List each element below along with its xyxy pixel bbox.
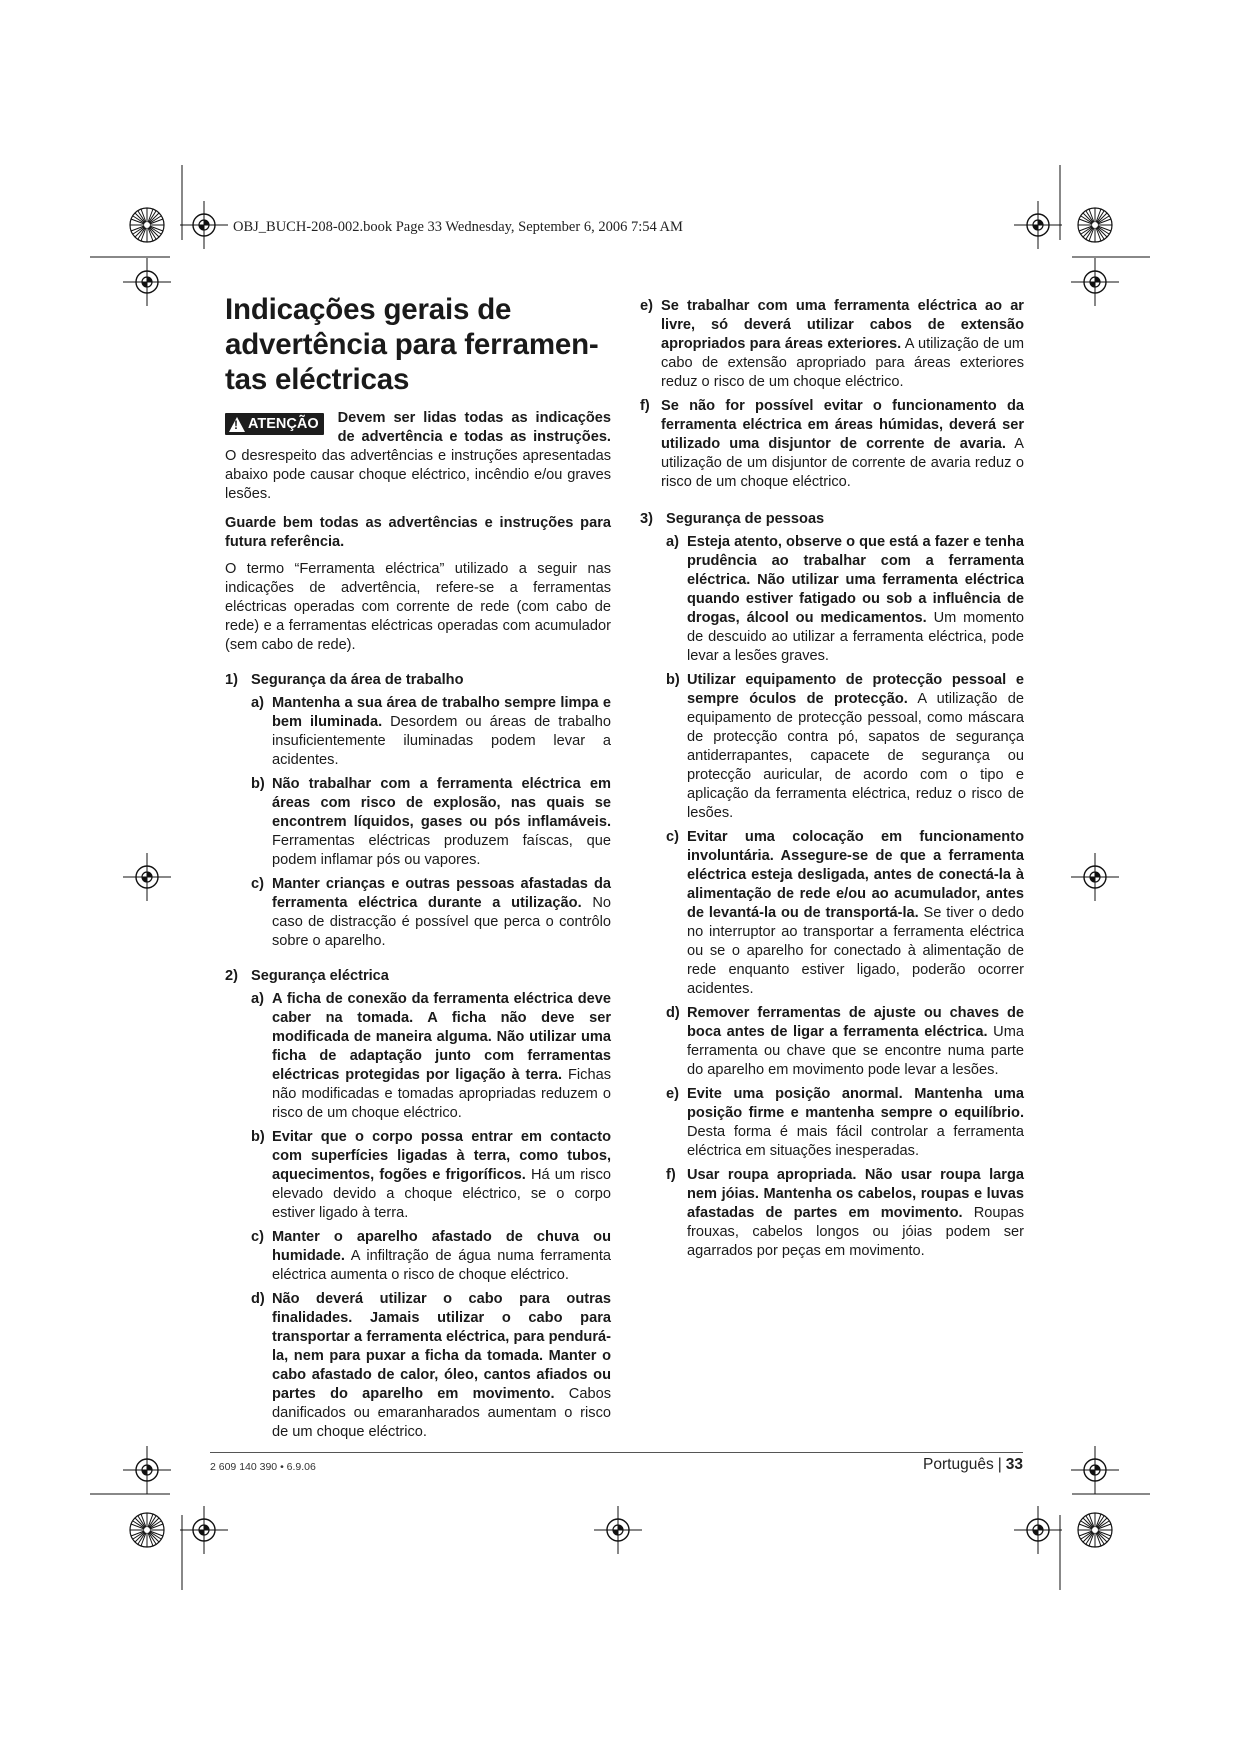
item-bold: Remover ferramentas de ajuste ou chaves de boca antes de ligar a ferramenta eléctrica. [687,1005,1024,1040]
item-letter: f) [640,398,650,414]
item-bold: Esteja atento, observe o que está a fazer e tenha prudência ao trabalhar com a ferramenta eléctrica. Não utilizar uma ferramenta eléctrica quando estiver fatigado ou sob a influência de drogas, álcool ou medicamentos. [687,534,1024,626]
item-body [272,990,611,1123]
warning-badge [225,413,324,435]
section-heading [225,671,611,690]
item-bold: Evitar que o corpo possa entrar em contacto com superfícies ligadas à terra, como tubos, aquecimentos, fogões e frigoríficos. [272,1129,611,1183]
item-bold: Manter o aparelho afastado de chuva ou humidade. [272,1229,611,1264]
list-item [225,775,611,870]
section-heading [640,510,1024,529]
list-item [640,1085,1024,1161]
list-item [640,533,1024,666]
warning-bold-text: Devem ser lidas todas as indicações de advertência e todas as instruções. [337,410,611,445]
item-text: Desta forma é mais fácil controlar a ferramenta eléctrica em situações inesperadas. [687,1124,1024,1159]
item-text: Uma ferramenta ou chave que se encontre numa parte do aparelho em movimento pode levar a lesões. [687,1024,1024,1078]
item-text: Roupas frouxas, cabelos longos ou jóias podem ser agarrados por peças em movimento. [687,1205,1025,1259]
item-bold: Se não for possível evitar o funcionamento da ferramenta eléctrica em áreas húmidas, deverá ser utilizado uma disjuntor de corrente de avaria. [661,398,1024,452]
item-letter: a) [666,534,679,550]
item-letter: e) [666,1086,679,1102]
item-bold: Se trabalhar com uma ferramenta eléctrica ao ar livre, só deverá utilizar cabos de extensão apropriados para áreas exteriores. [661,298,1024,352]
item-text: Desordem ou áreas de trabalho insuficientemente iluminadas podem levar a acidentes. [272,714,612,768]
print-header: OBJ_BUCH-208-002.book Page 33 Wednesday, September 6, 2006 7:54 AM [233,219,683,235]
item-letter: c) [666,829,679,845]
section-work-area [225,671,611,951]
item-body [272,1228,611,1285]
intro-paragraph: O termo “Ferramenta eléctrica” utilizado a seguir nas indicações de advertência, refere-se a ferramentas eléctricas operadas com corrente de rede (com cabo de rede) e a ferramentas eléctricas operadas com acumulador (sem cabo de rede). [225,561,611,653]
item-text: A utilização de um disjuntor de corrente de avaria reduz o risco de um choque eléctrico. [661,436,1025,490]
list-item [225,1128,611,1223]
item-body [272,1128,611,1223]
item-letter: d) [666,1005,680,1021]
item-body [272,694,611,770]
section-electrical-safety [225,967,611,1442]
item-body [272,775,611,870]
item-text: Cabos danificados ou emaranharados aumentam o risco de um choque eléctrico. [272,1386,611,1440]
item-body [687,671,1024,823]
list-item [225,694,611,770]
item-bold: A ficha de conexão da ferramenta eléctrica deve caber na tomada. A ficha não deve ser modificada de maneira alguma. Não utilizar uma ficha de adaptação junto com ferramentas eléctricas protegidas por ligação à terra. [272,991,611,1083]
list-item [225,1290,611,1442]
section-heading [225,967,611,986]
item-bold: Usar roupa apropriada. Não usar roupa larga nem jóias. Mantenha os cabelos, roupas e luvas afastadas de partes em movimento. [687,1167,1024,1221]
item-letter: d) [251,1291,265,1307]
item-text: No caso de distracção é possível que perca o contrôlo sobre o aparelho. [272,895,611,949]
list-item [640,828,1024,999]
item-body [687,1085,1024,1161]
list-item [640,1004,1024,1080]
list-item [225,875,611,951]
section-title: Indicações gerais de advertência para ferramen-tas eléctricas [225,293,599,396]
keep-instructions-notice: Guarde bem todas as advertências e instruções para futura referência. [225,515,611,550]
item-bold: Utilizar equipamento de protecção pessoal e sempre óculos de protecção. [687,672,1024,707]
section-heading-text: Segurança da área de trabalho [251,672,464,688]
footer-language: Português [923,1456,994,1473]
warning-triangle-icon [229,417,245,432]
item-bold: Manter crianças e outras pessoas afastadas da ferramenta eléctrica durante a utilização. [272,876,611,911]
item-letter: f) [666,1167,676,1183]
right-column [640,297,1024,1261]
left-column [225,292,611,1442]
list-item [640,671,1024,823]
section-number: 1) [225,672,238,688]
item-body [661,397,1024,492]
item-letter: b) [251,776,265,792]
list-item [640,397,1024,492]
item-text: Ferramentas eléctricas produzem faíscas, que podem inflamar pós ou vapores. [272,833,611,868]
item-body [687,1004,1024,1080]
item-body [687,533,1024,666]
list-item [225,990,611,1123]
item-bold: Mantenha a sua área de trabalho sempre limpa e bem iluminada. [272,695,611,730]
section-heading-text: Segurança de pessoas [666,511,825,527]
item-text: A utilização de um cabo de extensão apropriado para áreas exteriores reduz o risco de um choque eléctrico. [661,336,1024,390]
item-letter: a) [251,991,264,1007]
section-number: 3) [640,511,653,527]
page-number: 33 [1005,1456,1023,1473]
item-bold: Não deverá utilizar o cabo para outras finalidades. Jamais utilizar o cabo para transportar a ferramenta eléctrica, para pendurá-la, nem para puxar a ficha da tomada. Manter o cabo afastado de calor, óleo, cantos afiados ou partes do aparelho em movimento. [272,1291,611,1402]
item-body [687,1166,1024,1261]
item-bold: Não trabalhar com a ferramenta eléctrica em áreas com risco de explosão, nas quais se encontrem líquidos, gases ou pós inflamáveis. [272,776,611,830]
item-letter: b) [666,672,680,688]
item-body [272,875,611,951]
item-text: A infiltração de água numa ferramenta eléctrica aumenta o risco de choque eléctrico. [272,1248,611,1283]
warning-badge-label: ATENÇÃO [248,415,319,432]
item-text: Um momento de descuido ao utilizar a ferramenta eléctrica, pode levar a lesões graves. [687,610,1025,664]
section-heading-text: Segurança eléctrica [251,968,389,984]
item-letter: c) [251,876,264,892]
item-letter: c) [251,1229,264,1245]
item-bold: Evite uma posição anormal. Mantenha uma posição firme e mantenha sempre o equilíbrio. [687,1086,1024,1121]
item-text: A utilização de equipamento de protecção pessoal, como máscara de protecção contra pó, sapatos de segurança antiderrapantes, capacete de segurança ou protecção auricular, de acordo com o tipo e aplicação da ferramenta eléctrica, reduz o risco de lesões. [687,691,1024,821]
item-letter: b) [251,1129,265,1145]
section-number: 2) [225,968,238,984]
section-personal-safety [640,510,1024,1261]
warning-paragraph [225,409,611,504]
list-item [640,1166,1024,1261]
item-letter: e) [640,298,653,314]
item-letter: a) [251,695,264,711]
page-footer [923,1456,1023,1474]
footer-rule [210,1452,1023,1453]
item-body [272,1290,611,1442]
item-text: Se tiver o dedo no interruptor ao transportar a ferramenta eléctrica ou se o aparelho for conectado à alimentação de rede enquanto estiver ligado, poderão ocorrer acidentes. [687,905,1024,997]
document-code: 2 609 140 390 • 6.9.06 [210,1461,316,1473]
item-body [661,297,1024,392]
list-item [640,297,1024,392]
item-text: Há um risco elevado devido a choque eléctrico, se o corpo estiver ligado à terra. [272,1167,612,1221]
footer-separator: | [997,1456,1002,1473]
list-item [225,1228,611,1285]
item-body [687,828,1024,999]
warning-text: O desrespeito das advertências e instruções apresentadas abaixo pode causar choque eléctrico, incêndio e/ou graves lesões. [225,448,611,502]
item-text: Fichas não modificadas e tomadas apropriadas reduzem o risco de um choque eléctrico. [272,1067,612,1121]
item-bold: Evitar uma colocação em funcionamento involuntária. Assegure-se de que a ferramenta eléctrica esteja desligada, antes de conectá-la à alimentação de rede e/ou ao acumulador, antes de levantá-la ou de transportá-la. [687,829,1024,921]
